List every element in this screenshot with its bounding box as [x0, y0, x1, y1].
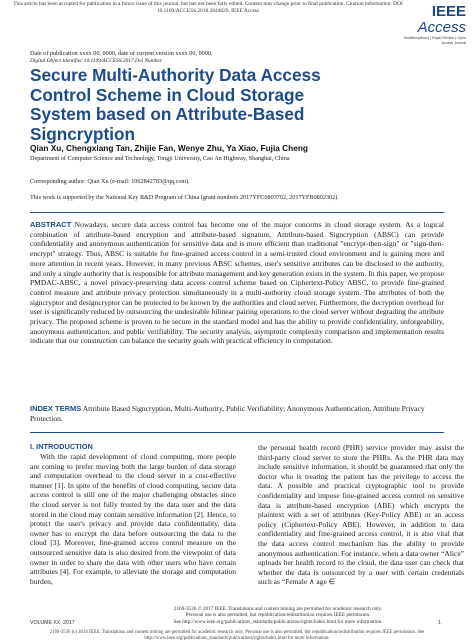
footer-bottom-notice	[6, 630, 468, 642]
publication-dates: Date of publication xxxx 00, 0000, date of current version xxxx 00, 0000.	[30, 50, 213, 57]
index-terms	[30, 404, 444, 423]
abstract-text: Nowadays, secure data access control has become one of the major concerns in cloud storage system. As a logical combination of attribute-based encryption and attribute-based signature, Attribute-based Signcryption (ABSC) can provide confidentiality and anonymous authentication for sensitive data and is more efficient than traditional "encrypt-then-sign" or "sign-then-encrypt" strategy. Thus, ABSC is suitable for fine-grained access control in a semi-trusted cloud environment and is gaining more and more attention in recent years. However, in many previous ABSC schemes, user's sensitive attributes can be disclosed to the authority, and only a single authority that is responsible for attribute management and key generation exists in the system. In this paper, we propose PMDAC-ABSC, a novel privacy-preserving data access control scheme based on Ciphertext-Policy ABSC, to provide fine-grained control measure and attribute privacy protection simultaneously in a multi-authority cloud storage system. The attributes of both the signcryptor and designcryptor can be protected to be known by the authorities and cloud server. Furthermore, the decryption overhead for user is significantly reduced by outsourcing the undesirable bilinear pairing operations to the cloud server without degrading the attribute privacy. The proposed scheme is proven to be secure in the standard model and has the ability to provide confidentiality, unforgeability, anonymous authentication, and public verifiability. The security analysis, asymptotic complexity comparison and implementation results indicate that our construction can balance the security goals with practical efficiency in computation.	[30, 220, 444, 346]
doi-line: Digital Object Identifier 10.1109/ACCESS.2017.Doi Number	[30, 58, 162, 64]
notice-line-2: 10.1109/ACCESS.2018.2844829, IEEE Access	[156, 8, 260, 14]
index-terms-text: Attribute Based Signcryption, Multi-Authority, Public Verifiability; Anonymous Authentication, Attribute Privacy Protection.	[30, 404, 425, 423]
ieee-access-logo	[396, 3, 466, 45]
index-terms-bottom-rule	[30, 432, 444, 433]
affiliation: Department of Computer Science and Technology, Tongji University, Cao An Highway, Shanghai, China	[30, 155, 290, 162]
footer-issn: 2169-3536 © 2017 IEEE. Translations and content mining are permitted for academic research only.	[173, 606, 383, 612]
footer-bottom-line-1: 2169-3536 (c) 2018 IEEE. Translations and content mining are permitted for academic research only. Personal use is also permitted, but republication/redistribution requires IEEE permission. See	[49, 630, 425, 635]
logo-tagline: Multidisciplinary | Rapid Review | Open Access Journal	[403, 36, 466, 45]
logo-access: Access	[417, 19, 466, 36]
section-heading-introduction: I. INTRODUCTION	[30, 442, 93, 451]
intro-column-left: With the rapid development of cloud computing, more people are coming to prefer moving both the large burden of data storage and computation overhead to the cloud server in a cost-effective manner [1]. In spite of the benefits of cloud computing, secure data access control is still one of the major challenging obstacles since the cloud server is not fully trusted by the data user and the data stored in the cloud may contain sensitive information [2]. Hence, to protect the user's privacy and provide data confidentiality, data owner has to encrypt the data before outsourcing the data to the cloud [3]. Moreover, fine-grained access control measure on the outsourced sensitive data is also desired from the viewpoint of data owner in order to share the data with other users who have certain attributes [4]. For example, to alleviate the storage and computation burden,	[30, 452, 236, 586]
footer-bottom-line-2: http://www.ieee.org/publications_standards/publications/rights/index.html for more information.	[144, 636, 330, 641]
notice-line-1: This article has been accepted for publication in a future issue of this journal, but has not been fully edited. Content may change prior to final publication. Citation information: DOI	[13, 1, 403, 7]
index-terms-label: INDEX TERMS	[30, 404, 82, 413]
footer-volume: VOLUME XX, 2017	[30, 620, 75, 626]
footer-page-number: 1	[438, 620, 441, 626]
abstract-label: ABSTRACT	[30, 220, 72, 229]
footer-see: See http://www.ieee.org/publications_standards/publications/rights/index.html for more information.	[173, 618, 383, 625]
corresponding-author: Corresponding author: Qian Xu (e-mail: 1062842783@qq.com).	[30, 178, 190, 185]
abstract	[30, 220, 444, 346]
abstract-top-rule	[30, 212, 444, 213]
paper-title: Secure Multi-Authority Data Access Control Scheme in Cloud Storage System based on Attribute-Based Signcryption	[30, 65, 321, 144]
publication-notice	[8, 1, 408, 15]
logo-ieee: IEEE	[431, 3, 466, 20]
funding-note: This work is supported by the National Key R&D Program of China (grant numbers 2017YFC0803702, 2017YFB0802302).	[30, 194, 339, 201]
intro-column-right: the personal health record (PHR) service provider may assist the third-party cloud server to store the PHRs. As the PHR data may include sensitive information, it should be guaranteed that only the doctor who is treating the patient has the privilege to access the data. A possible and practical cryptographic tool to provide confidentiality and impose fine-grained access control on sensitive data is attribute-based encryption (ABE) which encrypts the plaintext with a set of attributes (Key-Policy ABE) or an access policy (Ciphertext-Policy ABE). However, in addition to data confidentiality and fine-grained access control, it is also vital that the data access control mechanism has the ability to provide anonymous authentication. For instance, when a data owner “Alice” uploads her health record to the cloud, the data user can check that whether the data is outsourced by a user with certain credentials such as “Female ∧ age ∈	[258, 443, 464, 587]
author-list: Qian Xu, Chengxiang Tan, Zhijie Fan, Wenye Zhu, Ya Xiao, Fujia Cheng	[30, 143, 308, 153]
footer-rights	[110, 606, 446, 625]
footer-personal-use: Personal use is also permitted, but republication/redistribution requires IEEE permission.	[185, 612, 371, 619]
